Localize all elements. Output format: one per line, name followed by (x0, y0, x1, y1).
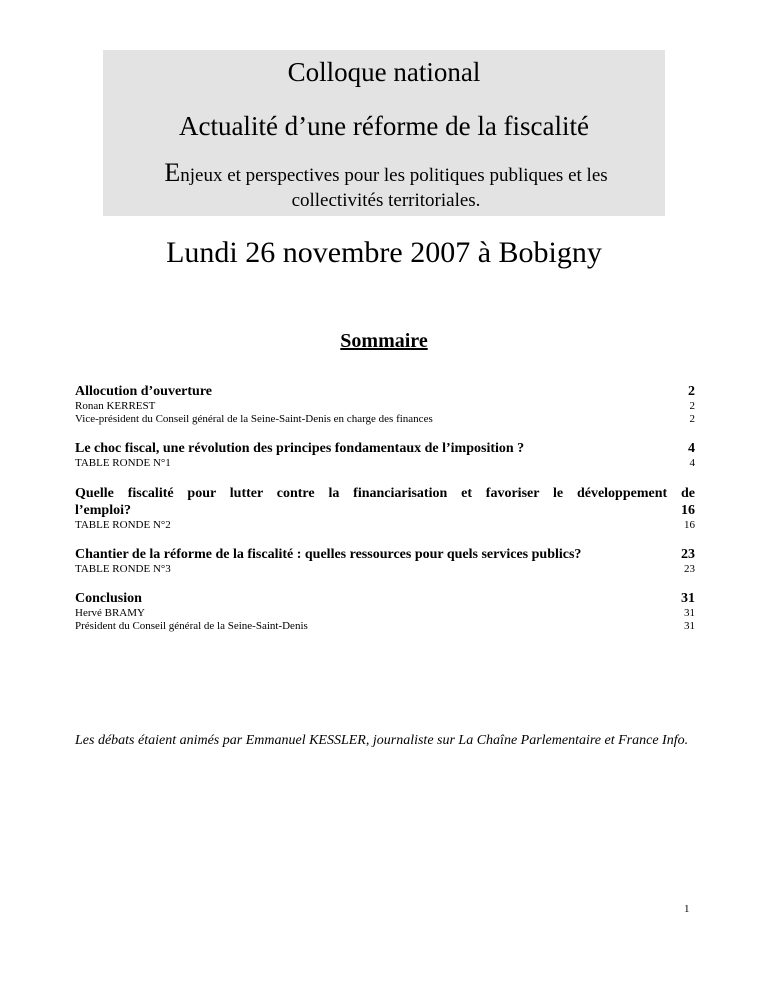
toc-entry-page: 16 (681, 503, 695, 518)
toc-entry-page: 2 (688, 384, 695, 399)
toc-sub-entry: TABLE RONDE N°3 (75, 563, 171, 575)
toc-sub-entry: Vice-président du Conseil général de la Seine-Saint-Denis en charge des finances (75, 413, 433, 425)
page-number: 1 (684, 903, 690, 915)
toc-entry-page: 23 (681, 547, 695, 562)
event-date: Lundi 26 novembre 2007 à Bobigny (166, 236, 602, 269)
toc-entry-title: Conclusion (75, 591, 142, 606)
toc-sub-entry: Hervé BRAMY (75, 607, 145, 619)
toc-sub-page: 2 (689, 400, 695, 412)
subtitle-line1: njeux et perspectives pour les politiques publiques et les (180, 165, 608, 186)
toc-entry-conclusion[interactable] (75, 590, 695, 633)
toc-entry-page: 31 (681, 591, 695, 606)
colloque-title: Colloque national (287, 57, 481, 87)
table-of-contents (75, 383, 695, 633)
subtitle (111, 160, 661, 213)
toc-sub-page: 31 (684, 607, 695, 619)
toc-sub-page: 16 (684, 519, 695, 531)
toc-entry-financiarisation[interactable] (75, 485, 695, 532)
toc-sub-entry: TABLE RONDE N°1 (75, 457, 171, 469)
subtitle-line2: collectivités territoriales. (291, 190, 481, 211)
toc-entry-title: Le choc fiscal, une révolution des principes fondamentaux de l’imposition ? (75, 441, 525, 456)
subtitle-initial: E (164, 158, 181, 187)
toc-entry-page: 4 (688, 441, 695, 456)
reform-title: Actualité d’une réforme de la fiscalité (178, 111, 590, 141)
toc-sub-entry: Président du Conseil général de la Seine-Saint-Denis (75, 620, 308, 632)
toc-sub-page: 2 (689, 413, 695, 425)
toc-entry-chantier[interactable] (75, 546, 695, 576)
toc-entry-title-line1: Quelle fiscalité pour lutter contre la financiarisation et favoriser le développement de (75, 486, 695, 501)
toc-entry-choc-fiscal[interactable] (75, 440, 695, 470)
moderator-note: Les débats étaient animés par Emmanuel KESSLER, journaliste sur La Chaîne Parlementaire et France Info. (75, 733, 689, 748)
toc-entry-allocution[interactable] (75, 383, 695, 426)
toc-entry-title-line2: l’emploi? (75, 503, 131, 518)
toc-entry-title: Chantier de la réforme de la fiscalité : quelles ressources pour quels services publics? (75, 547, 582, 562)
sommaire-heading: Sommaire (340, 330, 428, 352)
toc-sub-page: 4 (689, 457, 695, 469)
toc-sub-page: 31 (684, 620, 695, 632)
toc-entry-title: Allocution d’ouverture (75, 384, 213, 399)
toc-sub-entry: Ronan KERREST (75, 400, 156, 412)
toc-sub-entry: TABLE RONDE N°2 (75, 519, 171, 531)
toc-sub-page: 23 (684, 563, 695, 575)
title-box (103, 50, 665, 216)
